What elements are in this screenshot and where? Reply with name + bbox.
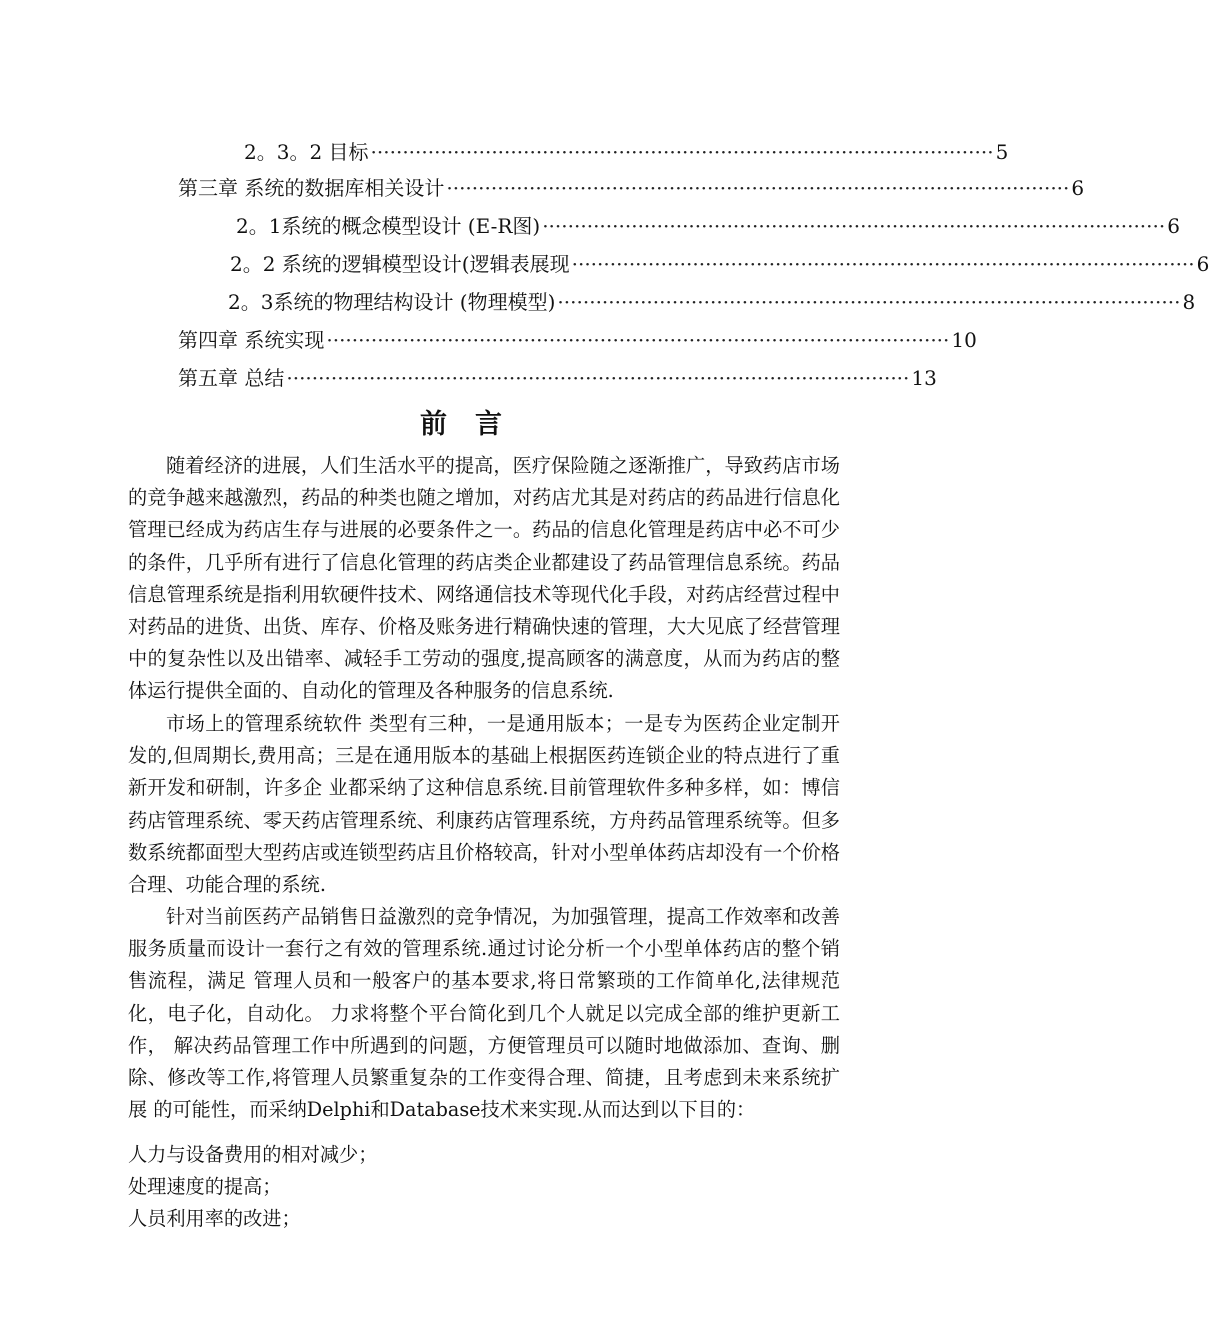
body-paragraph: 随着经济的进展，人们生活水平的提高，医疗保险随之逐渐推广，导致药店市场的竞争越来越激烈，药品的种类也随之增加，对药店尤其是对药店的药品进行信息化管理已经成为药店生存与进展的必要条件之一。药品的信息化管理是药店中必不可少的条件，几乎所有进行了信息化管理的药店类企业都建设了药品管理信息系统。药品信息管理系统是指利用软硬件技术、网络通信技术等现代化手段，对药店经营过程中对药品的进货、出货、库存、价格及账务进行精确快速的管理，大大见底了经营管理中的复杂性以及出错率、减轻手工劳动的强度,提高顾客的满意度，从而为药店的整体运行提供全面的、自动化的管理及各种服务的信息系统. [128,454,840,703]
toc-entry[interactable] [236,210,1180,242]
toc-entry[interactable] [244,136,1009,168]
toc-entry-page: 5 [995,140,1009,164]
toc-entry-title: 2。2 系统的逻辑模型设计(逻辑表展现 [230,252,570,276]
list-item: 处理速度的提高； [128,1175,282,1198]
list-item: 人员利用率的改进； [128,1207,301,1230]
toc-entry-page: 10 [951,328,977,352]
toc-entry-title: 2。3。2 目标 [244,140,369,164]
toc-entry[interactable] [228,286,1196,318]
toc-entry-title: 2。3系统的物理结构设计 (物理模型) [228,290,556,314]
toc-leader-dots: ·································································································· [571,252,1195,276]
toc-entry-title: 第五章 总结 [178,366,285,390]
toc-entry-page: 6 [1196,252,1209,276]
toc-leader-dots: ·································································································· [446,176,1070,200]
toc-entry-page: 13 [911,366,937,390]
body-paragraph: 针对当前医药产品销售日益激烈的竞争情况，为加强管理，提高工作效率和改善服务质量而设计一套行之有效的管理系统.通过讨论分析一个小型单体药店的整个销售流程，满足 管理人员和一般客户的基本要求,将日常繁琐的工作简单化,法律规范化，电子化，自动化。 力求将整个平台简化到几个人就足以完成全部的维护更新工作， 解决药品管理工作中所遇到的问题，方便管理员可以随时地做添加、查询、删除、修改等工作,将管理人员繁重复杂的工作变得合理、简捷，且考虑到未来系统扩展 的可能性，而采纳Delphi和Database技术来实现.从而达到以下目的： [128,905,840,1122]
section-heading: 前言 [420,409,530,440]
toc-entry-title: 2。1系统的概念模型设计 (E-R图) [236,214,541,238]
toc-entry-page: 8 [1182,290,1196,314]
toc-leader-dots: ·································································································· [557,290,1181,314]
toc-entry[interactable] [230,248,1209,280]
toc-entry[interactable] [178,324,977,356]
toc-leader-dots: ·································································································· [286,366,910,390]
toc-leader-dots: ·································································································· [370,140,994,164]
toc-entry-title: 第三章 系统的数据库相关设计 [178,176,445,200]
toc-entry-page: 6 [1167,214,1180,238]
body-paragraph: 市场上的管理系统软件 类型有三种，一是通用版本；一是专为医药企业定制开发的,但周期长,费用高；三是在通用版本的基础上根据医药连锁企业的特点进行了重新开发和研制，许多企 业都采纳了这种信息系统.目前管理软件多种多样，如：博信药店管理系统、零天药店管理系统、利康药店管理系统，方舟药品管理系统等。但多数系统都面型大型药店或连锁型药店且价格较高，针对小型单体药店却没有一个价格合理、功能合理的系统. [128,712,840,897]
toc-leader-dots: ·································································································· [326,328,950,352]
list-item: 人力与设备费用的相对减少； [128,1143,378,1166]
toc-entry-title: 第四章 系统实现 [178,328,325,352]
toc-entry[interactable] [178,172,1085,204]
toc-leader-dots: ·································································································· [542,214,1166,238]
toc-entry-page: 6 [1071,176,1085,200]
toc-entry[interactable] [178,362,937,394]
